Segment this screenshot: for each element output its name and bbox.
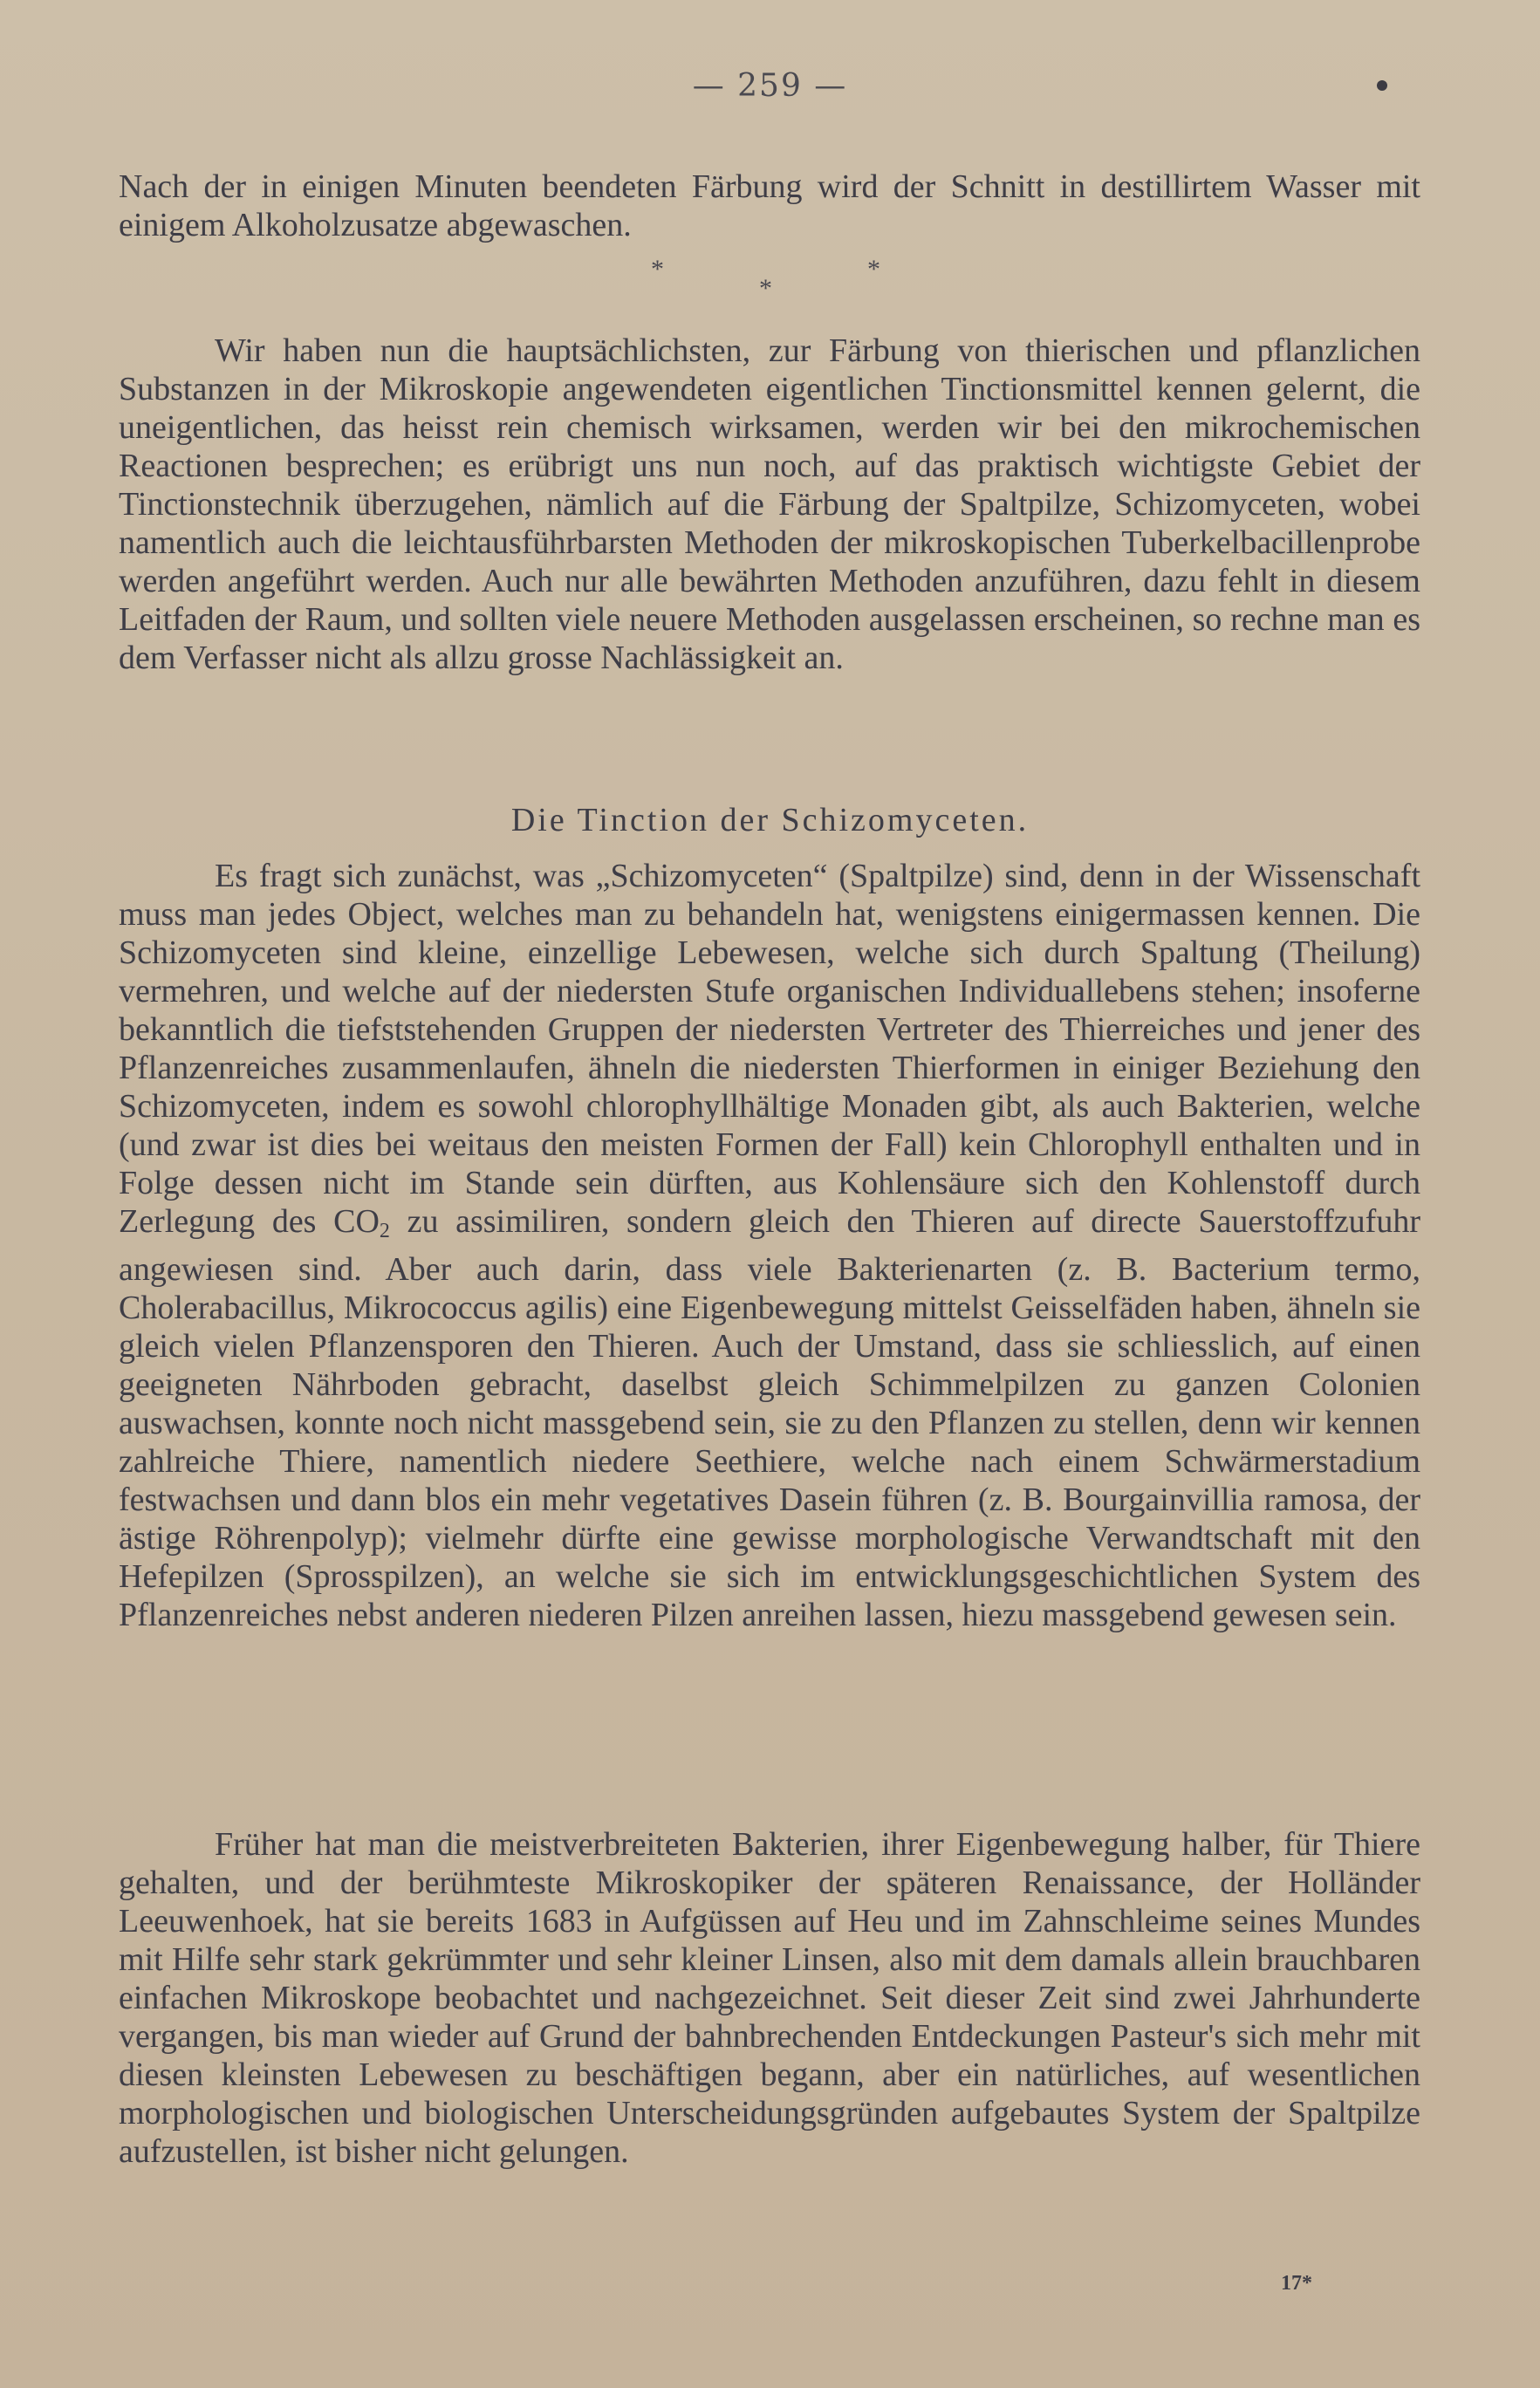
asterisk: *	[651, 255, 664, 284]
schizomycetes-text-part1: Es fragt sich zunächst, was „Schizomyceten“ (Spaltpilze) sind, denn in der Wissenschaft muss man jedes Object, welches man zu behandeln hat, wenigstens einigermassen kennen. Die Schizomyceten sind kleine, einzellige Lebewesen, welche sich durch Spaltung (Theilung) vermehren, und welche auf der niedersten Stufe organischen Individuallebens stehen; insoferne bekanntlich die tiefststehenden Gruppen der niedersten Vertreter des Thierreiches und jener des Pflanzenreiches zusammenlaufen, ähneln die niedersten Thierformen in einiger Beziehung den Schizomyceten, indem es sowohl chlorophyllhältige Monaden gibt, als auch Bakterien, welche (und zwar ist dies bei weitaus den meisten Formen der Fall) kein Chlorophyll enthalten und in Folge dessen nicht im Stande sein dürften, aus Kohlensäure sich den Kohlenstoff durch Zerlegung des CO	[119, 858, 1420, 1240]
schizomycetes-text-part2: zu assimiliren, sondern gleich den Thieren auf directe Sauerstoffzufuhr angewiesen sind. Aber auch darin, dass viele Bakterienarten (z. B. Bacterium termo, Cholerabacillus, Mikrococcus agilis) eine Eigenbewegung mittelst Geisselfäden haben, ähneln sie gleich vielen Pflanzensporen den Thieren. Auch der Umstand, dass sie schliesslich, auf einen geeigneten Nährboden gebracht, daselbst gleich Schimmelpilzen zu ganzen Colonien auswachsen, konnte noch nicht massgebend sein, sie zu den Pflanzen zu stellen, denn wir kennen zahlreiche Thiere, namentlich niedere Seethiere, welche nach einem Schwärmerstadium festwachsen und dann blos ein mehr vegetatives Dasein führen (z. B. Bourgainvillia ramosa, der ästige Röhrenpolyp); vielmehr dürfte eine gewisse morphologische Verwandtschaft mit den Hefepilzen (Sprosspilzen), an welche sie sich im entwicklungsgeschichtlichen System des Pflanzenreiches nebst anderen niederen Pilzen anreihen lassen, hiezu massgebend gewesen sein.	[119, 1203, 1420, 1633]
signature-mark: 17*	[1281, 2272, 1312, 2295]
history-text: Früher hat man die meistverbreiteten Bakterien, ihrer Eigenbewegung halber, für Thiere gehalten, und der berühmteste Mikroskopiker der späteren Renaissance, der Holländer Leeuwenhoek, hat sie bereits 1683 in Aufgüssen auf Heu und im Zahnschleime seines Mundes mit Hilfe sehr stark gekrümmter und sehr kleiner Linsen, also mit dem damals allein brauchbaren einfachen Mikroskope beobachtet und nachgezeichnet. Seit dieser Zeit sind zwei Jahrhunderte vergangen, bis man wieder auf Grund der bahnbrechenden Entdeckungen Pasteur's sich mehr mit diesen kleinsten Lebewesen zu beschäftigen begann, aber ein natürliches, auf wesentlichen morphologischen und biologischen Unterscheidungsgründen aufgebautes System der Spaltpilze aufzustellen, ist bisher nicht gelungen.	[119, 1826, 1420, 2170]
overview-text: Wir haben nun die hauptsächlichsten, zur Färbung von thierischen und pflanzlichen Substanzen in der Mikroskopie angewendeten eigentlichen Tinctionsmittel kennen gelernt, die uneigentlichen, das heisst rein chemisch wirksamen, werden wir bei den mikrochemischen Reactionen besprechen; es erübrigt uns nun noch, auf das praktisch wichtigste Gebiet der Tinctionstechnik überzugehen, nämlich auf die Färbung der Spaltpilze, Schizomyceten, wobei namentlich auch die leichtausführbarsten Methoden der mikroskopischen Tuberkelbacillenprobe werden angeführt werden. Auch nur alle bewährten Methoden anzuführen, dazu fehlt in diesem Leitfaden der Raum, und sollten viele neuere Methoden ausgelassen erscheinen, so rechne man es dem Verfasser nicht als allzu grosse Nachlässigkeit an.	[119, 332, 1420, 676]
section-heading: Die Tinction der Schizomyceten.	[510, 802, 1030, 838]
section-separator	[0, 255, 1540, 307]
asterisk: *	[759, 274, 772, 303]
page-number: — 259 —	[692, 68, 848, 104]
asterisk: *	[867, 255, 880, 284]
schizomycetes-paragraph	[119, 857, 1420, 1634]
ink-spot	[1377, 80, 1387, 91]
history-paragraph	[119, 1825, 1420, 2171]
overview-paragraph	[119, 332, 1420, 677]
co2-subscript: 2	[379, 1220, 390, 1242]
intro-paragraph	[119, 168, 1420, 244]
intro-text: Nach der in einigen Minuten beendeten Färbung wird der Schnitt in destillirtem Wasser mit einigem Alkoholzusatze abgewaschen.	[119, 168, 1420, 243]
schizomycetes-text	[119, 857, 1420, 1634]
